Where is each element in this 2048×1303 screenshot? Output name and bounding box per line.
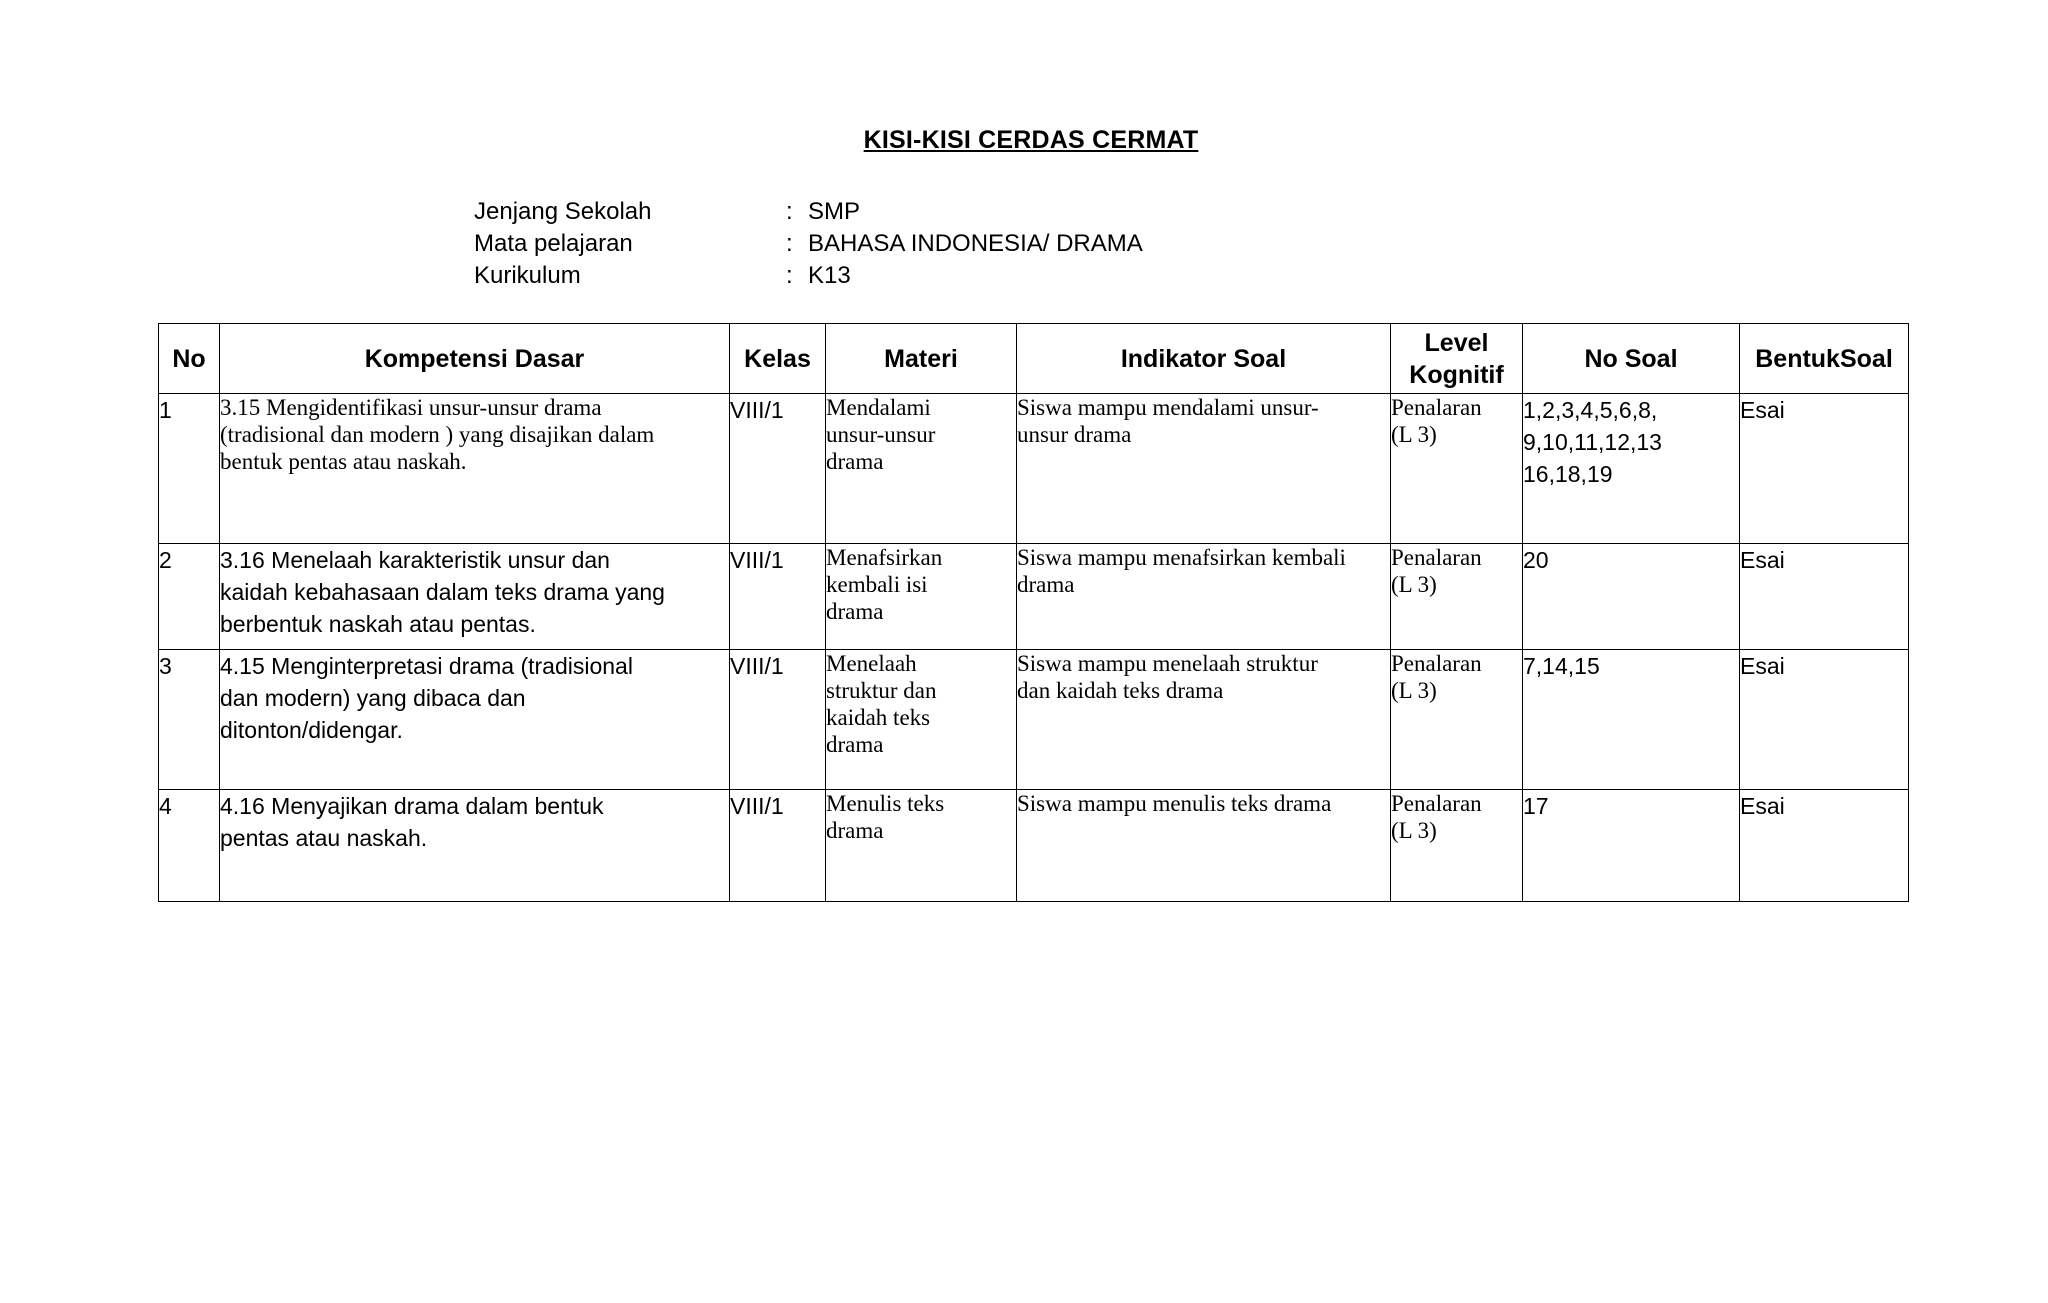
table-row <box>159 544 1909 650</box>
cell-materi: Menafsirkan kembali isi drama <box>826 544 1017 650</box>
cell-level-kognitif: Penalaran (L 3) <box>1391 394 1523 544</box>
cell-kelas: VIII/1 <box>730 544 826 650</box>
info-row-mapel <box>474 228 1143 260</box>
cell-materi: Menelaah struktur dan kaidah teks drama <box>826 650 1017 790</box>
kisi-kisi-table <box>158 323 1909 902</box>
cell-no: 4 <box>159 790 220 902</box>
info-separator: : <box>786 198 793 225</box>
info-value: BAHASA INDONESIA/ DRAMA <box>808 230 1143 257</box>
table-row <box>159 394 1909 544</box>
header-kelas: Kelas <box>730 324 826 394</box>
table-header-row <box>159 324 1909 394</box>
cell-materi: Mendalami unsur-unsur drama <box>826 394 1017 544</box>
cell-kompetensi-dasar: 4.16 Menyajikan drama dalam bentuk pentas atau naskah. <box>220 790 730 902</box>
cell-no-soal: 1,2,3,4,5,6,8, 9,10,11,12,13 16,18,19 <box>1523 394 1740 544</box>
cell-bentuk-soal: Esai <box>1740 544 1909 650</box>
header-indikator-soal: Indikator Soal <box>1017 324 1391 394</box>
cell-no: 3 <box>159 650 220 790</box>
cell-indikator-soal: Siswa mampu menafsirkan kembali drama <box>1017 544 1391 650</box>
cell-no-soal: 7,14,15 <box>1523 650 1740 790</box>
cell-materi: Menulis teks drama <box>826 790 1017 902</box>
cell-kelas: VIII/1 <box>730 790 826 902</box>
cell-level-kognitif: Penalaran (L 3) <box>1391 650 1523 790</box>
cell-no: 2 <box>159 544 220 650</box>
cell-kelas: VIII/1 <box>730 650 826 790</box>
table-row <box>159 650 1909 790</box>
info-value: SMP <box>808 198 861 225</box>
cell-bentuk-soal: Esai <box>1740 790 1909 902</box>
info-separator: : <box>786 262 793 289</box>
cell-no: 1 <box>159 394 220 544</box>
info-label: Mata pelajaran <box>474 230 633 257</box>
header-bentuk-soal: BentukSoal <box>1740 324 1909 394</box>
info-value: K13 <box>808 262 851 289</box>
cell-kompetensi-dasar: 4.15 Menginterpretasi drama (tradisional dan modern) yang dibaca dan ditonton/didengar. <box>220 650 730 790</box>
header-no: No <box>159 324 220 394</box>
cell-no-soal: 17 <box>1523 790 1740 902</box>
header-no-soal: No Soal <box>1523 324 1740 394</box>
info-row-kurikulum <box>474 260 1143 292</box>
cell-kompetensi-dasar: 3.16 Menelaah karakteristik unsur dan kaidah kebahasaan dalam teks drama yang berbentuk naskah atau pentas. <box>220 544 730 650</box>
cell-no-soal: 20 <box>1523 544 1740 650</box>
info-row-jenjang <box>474 196 1143 228</box>
info-block <box>474 196 1143 292</box>
cell-level-kognitif: Penalaran (L 3) <box>1391 790 1523 902</box>
info-separator: : <box>786 230 793 257</box>
info-label: Kurikulum <box>474 262 581 289</box>
header-level-kognitif: Level Kognitif <box>1391 324 1523 394</box>
header-materi: Materi <box>826 324 1017 394</box>
header-kompetensi-dasar: Kompetensi Dasar <box>220 324 730 394</box>
cell-kompetensi-dasar: 3.15 Mengidentifikasi unsur-unsur drama (tradisional dan modern ) yang disajikan dalam bentuk pentas atau naskah. <box>220 394 730 544</box>
cell-indikator-soal: Siswa mampu menelaah struktur dan kaidah teks drama <box>1017 650 1391 790</box>
cell-bentuk-soal: Esai <box>1740 394 1909 544</box>
cell-level-kognitif: Penalaran (L 3) <box>1391 544 1523 650</box>
cell-kelas: VIII/1 <box>730 394 826 544</box>
cell-indikator-soal: Siswa mampu menulis teks drama <box>1017 790 1391 902</box>
info-label: Jenjang Sekolah <box>474 198 652 225</box>
cell-indikator-soal: Siswa mampu mendalami unsur- unsur drama <box>1017 394 1391 544</box>
page-title: KISI-KISI CERDAS CERMAT <box>863 126 1199 154</box>
cell-bentuk-soal: Esai <box>1740 650 1909 790</box>
table-row <box>159 790 1909 902</box>
